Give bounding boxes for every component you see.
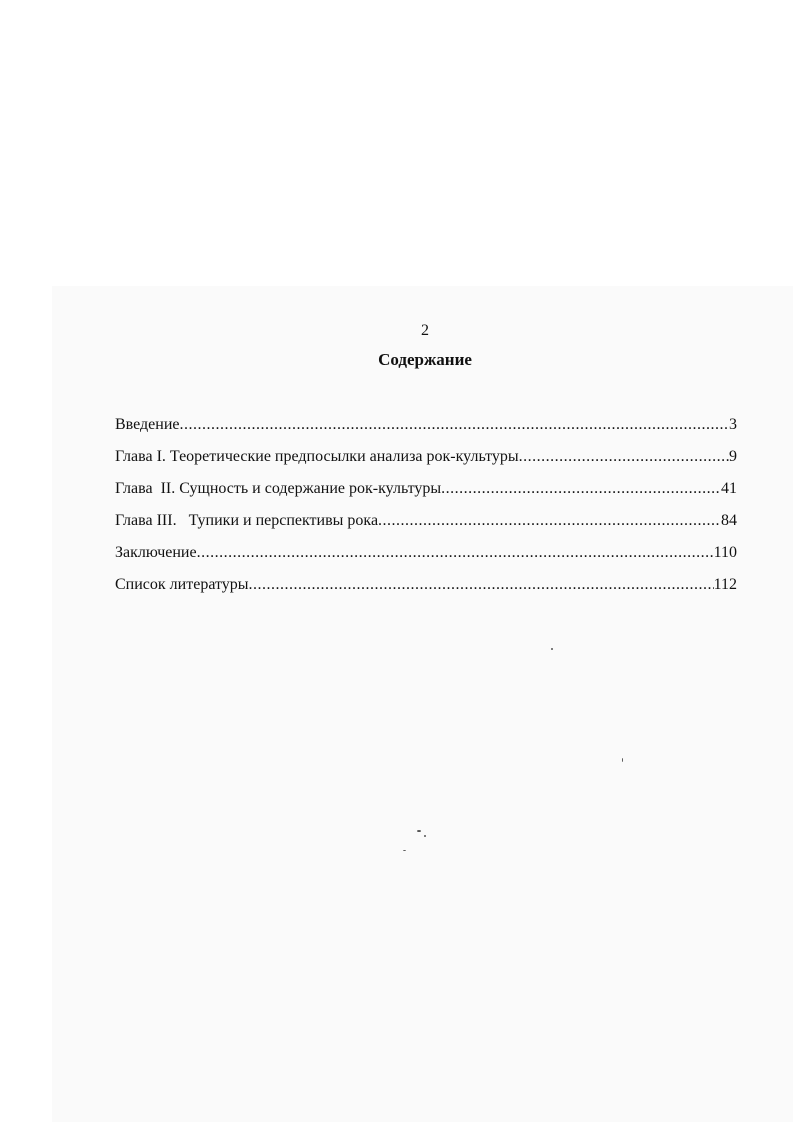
toc-entry-page: 41: [721, 480, 737, 497]
table-of-contents: [115, 416, 737, 608]
toc-entry-page: 112: [713, 576, 737, 593]
toc-entry-page: 3: [729, 416, 737, 433]
dot-leader: [249, 576, 714, 594]
scan-speck: [417, 830, 421, 832]
toc-entry-label: Глава II. Сущность и содержание рок-культуры: [115, 480, 442, 497]
scan-speck: [403, 850, 406, 851]
dot-leader: [180, 416, 730, 434]
toc-entry-page: 110: [713, 544, 737, 561]
toc-entry-label: Заключение: [115, 544, 197, 561]
dot-leader: [197, 544, 714, 562]
dot-leader: [519, 448, 729, 466]
toc-entry-label: Введение: [115, 416, 180, 433]
dot-leader: [378, 512, 721, 530]
page-title: Содержание: [378, 350, 472, 369]
page-number: 2: [421, 322, 429, 339]
toc-entry-label: Глава I. Теоретические предпосылки анализа рок-культуры: [115, 448, 519, 465]
toc-entry-page: 9: [729, 448, 737, 465]
toc-entry-chapter-2: [115, 480, 737, 512]
toc-entry-conclusion: [115, 544, 737, 576]
toc-entry-label: Список литературы: [115, 576, 249, 593]
toc-entry-label: Глава III. Тупики и перспективы рока: [115, 512, 379, 529]
toc-entry-bibliography: [115, 576, 737, 608]
toc-entry-chapter-3: [115, 512, 737, 544]
scanned-page-area: [52, 286, 793, 1122]
dot-leader: [441, 480, 721, 498]
toc-entry-page: 84: [721, 512, 737, 529]
toc-entry-introduction: [115, 416, 737, 448]
scan-speck: [551, 648, 553, 650]
toc-entry-chapter-1: [115, 448, 737, 480]
scan-speck: [424, 835, 426, 837]
scan-speck: [622, 758, 623, 762]
